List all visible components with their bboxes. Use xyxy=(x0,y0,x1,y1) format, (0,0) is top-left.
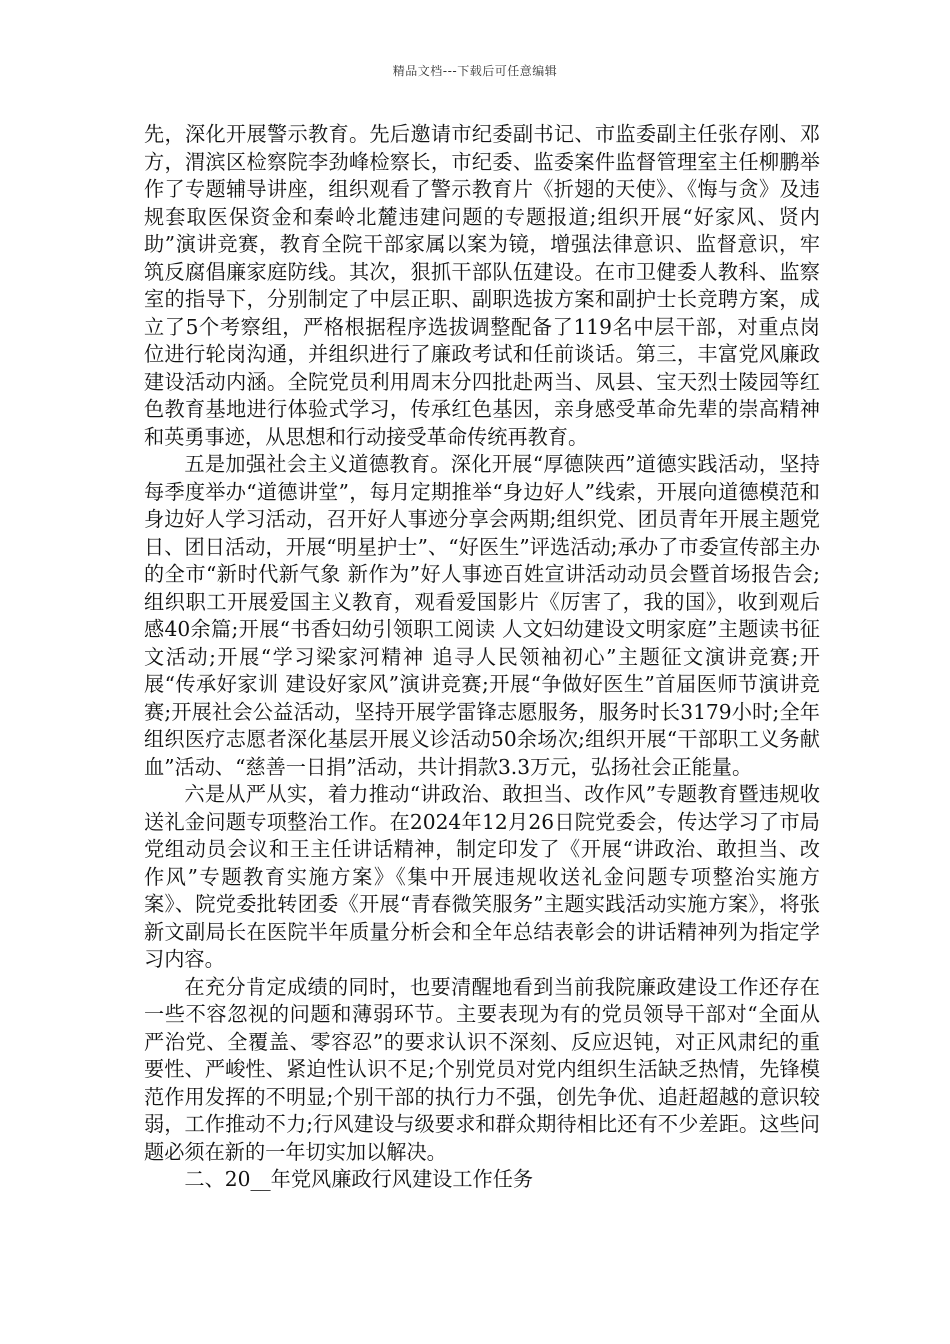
paragraph-continuation: 先，深化开展警示教育。先后邀请市纪委副书记、市监委副主任张存刚、邓方，渭滨区检察院李劲峰检察长，市纪委、监委案件监督管理室主任柳鹏举作了专题辅导讲座，组织观看了警示教育片《折翅的天使》、《悔与贪》及违规套取医保资金和秦岭北麓违建问题的专题报道;组织开展“好家风、贤内助”演讲竞赛，教育全院干部家属以案为镜，增强法律意识、监督意识，牢筑反腐倡廉家庭防线。其次，狠抓干部队伍建设。在市卫健委人教科、监察室的指导下，分别制定了中层正职、副职选拔方案和副护士长竞聘方案，成立了5个考察组，严格根据程序选拔调整配备了119名中层干部，对重点岗位进行轮岗沟通，并组织进行了廉政考试和任前谈话。第三，丰富党风廉政建设活动内涵。全院党员利用周末分四批赴两当、凤县、宝天烈士陵园等红色教育基地进行体验式学习，传承红色基因，亲身感受革命先辈的崇高精神和英勇事迹，从思想和行动接受革命传统再教育。 xyxy=(144,122,820,449)
section-heading-tasks: 二、20__年党风廉政行风建设工作任务 xyxy=(184,1167,534,1191)
paragraph-special-education: 六是从严从实，着力推动“讲政治、敢担当、改作风”专题教育暨违规收送礼金问题专项整治工作。在2024年12月26日院党委会，传达学习了市局党组动员会议和王主任讲话精神，制定印发了《开展“讲政治、敢担当、改作风”专题教育实施方案》《集中开展违规收送礼金问题专项整治实施方案》、院党委批转团委《开展“青春微笑服务”主题实践活动实施方案》，将张新文副局长在医院半年质量分析会和全年总结表彰会的讲话精神列为指定学习内容。 xyxy=(144,782,820,971)
document-body xyxy=(144,121,820,1194)
paragraph-moral-education: 五是加强社会主义道德教育。深化开展“厚德陕西”道德实践活动，坚持每季度举办“道德讲堂”，每月定期推举“身边好人”线索，开展向道德模范和身边好人学习活动，召开好人事迹分享会两期;组织党、团员青年开展主题党日、团日活动，开展“明星护士”、“好医生”评选活动;承办了市委宣传部主办的全市“新时代新气象 新作为”好人事迹百姓宣讲活动动员会暨首场报告会;组织职工开展爱国主义教育，观看爱国影片《厉害了，我的国》，收到观后感40余篇;开展“书香妇幼引领职工阅读 人文妇幼建设文明家庭”主题读书征文活动;开展“学习梁家河精神 追寻人民领袖初心”主题征文演讲竞赛;开展“传承好家训 建设好家风”演讲竞赛;开展“争做好医生”首届医师节演讲竞赛;开展社会公益活动，坚持开展学雷锋志愿服务，服务时长3179小时;全年组织医疗志愿者深化基层开展义诊活动50余场次;组织开展“干部职工义务献血”活动、“慈善一日捐”活动，共计捐款3.3万元，弘扬社会正能量。 xyxy=(144,452,820,779)
page-header-note: 精品文档---下载后可任意编辑 xyxy=(392,64,558,78)
paragraph-problems: 在充分肯定成绩的同时，也要清醒地看到当前我院廉政建设工作还存在一些不容忽视的问题和薄弱环节。主要表现为有的党员领导干部对“全面从严治党、全覆盖、零容忍”的要求认识不深刻、反应迟钝，对正风肃纪的重要性、严峻性、紧迫性认识不足;个别党员对党内组织生活缺乏热情，先锋模范作用发挥的不明显;个别干部的执行力不强，创先争优、追赶超越的意识较弱，工作推动不力;行风建设与级要求和群众期待相比还有不少差距。这些问题必须在新的一年切实加以解决。 xyxy=(144,974,820,1164)
